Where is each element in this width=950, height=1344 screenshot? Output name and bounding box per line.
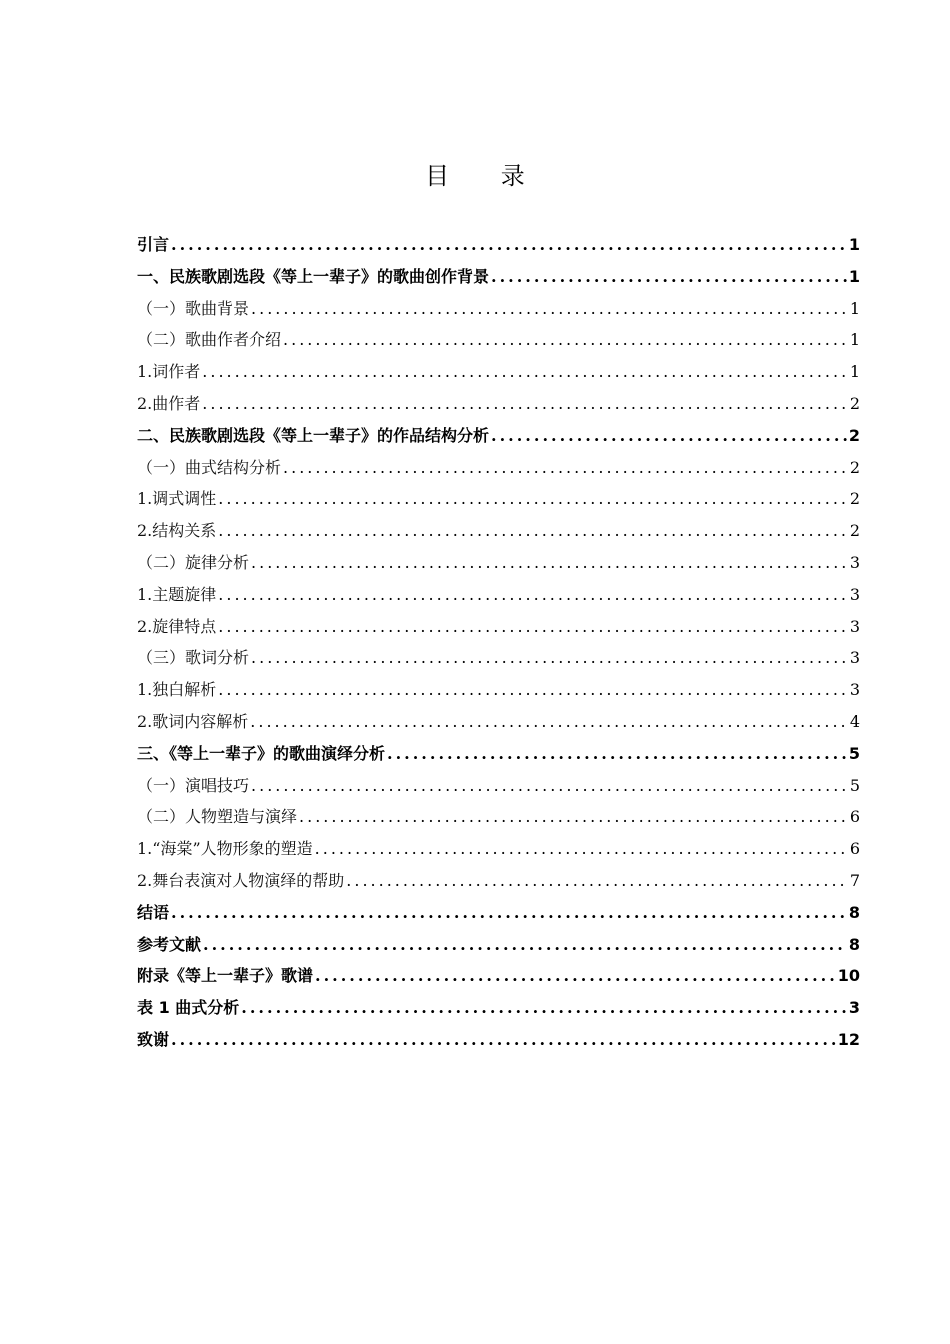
table-of-contents — [137, 232, 860, 1059]
toc-entry[interactable] — [137, 455, 860, 487]
toc-entry[interactable] — [137, 327, 860, 359]
toc-entry[interactable] — [137, 264, 860, 296]
toc-entry[interactable] — [137, 900, 860, 932]
toc-entry-label: （二）人物塑造与演绎 — [137, 807, 298, 827]
toc-entry-label: 二、民族歌剧选段《等上一辈子》的作品结构分析 — [137, 425, 490, 445]
toc-entry-label: 2.曲作者 — [137, 393, 201, 413]
toc-dot-leader — [202, 394, 848, 413]
toc-entry-label: （二）歌曲作者介绍 — [137, 330, 282, 350]
toc-dot-leader — [218, 489, 848, 508]
toc-entry-page-number: 3 — [849, 552, 860, 572]
toc-entry[interactable] — [137, 614, 860, 646]
toc-dot-leader — [171, 1030, 836, 1049]
toc-entry-label: （一）演唱技巧 — [137, 775, 250, 795]
toc-entry-label: 三、《等上一辈子》的歌曲演绎分析 — [137, 743, 386, 763]
toc-entry-page-number: 2 — [849, 393, 860, 413]
toc-entry[interactable] — [137, 741, 860, 773]
toc-dot-leader — [251, 776, 848, 795]
toc-entry-page-number: 1 — [849, 362, 860, 382]
toc-entry[interactable] — [137, 423, 860, 455]
toc-entry[interactable] — [137, 550, 860, 582]
toc-entry-label: 致谢 — [137, 1029, 170, 1049]
toc-entry[interactable] — [137, 1027, 860, 1059]
toc-entry-page-number: 8 — [848, 934, 860, 954]
toc-entry-label: 表 1 曲式分析 — [137, 998, 240, 1018]
toc-entry-page-number: 4 — [849, 711, 860, 731]
toc-dot-leader — [315, 839, 848, 858]
toc-entry[interactable] — [137, 773, 860, 805]
toc-entry-label: 1.调式调性 — [137, 489, 217, 509]
toc-entry-label: 参考文献 — [137, 934, 202, 954]
toc-entry-label: 2.旋律特点 — [137, 616, 217, 636]
toc-entry-label: 1.独白解析 — [137, 680, 217, 700]
toc-entry[interactable] — [137, 391, 860, 423]
toc-dot-leader — [218, 680, 848, 699]
toc-dot-leader — [203, 935, 847, 954]
toc-entry[interactable] — [137, 804, 860, 836]
toc-entry[interactable] — [137, 232, 860, 264]
toc-entry[interactable] — [137, 709, 860, 741]
toc-entry-page-number: 3 — [849, 584, 860, 604]
toc-entry[interactable] — [137, 486, 860, 518]
toc-entry[interactable] — [137, 645, 860, 677]
toc-dot-leader — [218, 617, 848, 636]
toc-entry-page-number: 5 — [848, 743, 860, 763]
toc-entry[interactable] — [137, 836, 860, 868]
toc-entry[interactable] — [137, 995, 860, 1027]
toc-entry-page-number: 3 — [849, 648, 860, 668]
toc-entry-label: 1.“海棠”人物形象的塑造 — [137, 839, 313, 859]
toc-dot-leader — [491, 267, 847, 286]
toc-entry-label: 引言 — [137, 235, 170, 254]
toc-dot-leader — [202, 362, 848, 381]
toc-dot-leader — [299, 807, 848, 826]
toc-dot-leader — [283, 330, 848, 349]
toc-entry[interactable] — [137, 296, 860, 328]
toc-entry-page-number: 7 — [849, 870, 860, 890]
toc-dot-leader — [241, 998, 847, 1017]
toc-dot-leader — [218, 585, 848, 604]
toc-entry[interactable] — [137, 932, 860, 964]
toc-entry-page-number: 3 — [849, 616, 860, 636]
toc-dot-leader — [315, 966, 836, 985]
toc-dot-leader — [171, 235, 847, 254]
toc-entry-label: 2.舞台表演对人物演绎的帮助 — [137, 870, 345, 890]
toc-entry-page-number: 1 — [849, 298, 860, 318]
toc-dot-leader — [171, 903, 847, 922]
toc-entry-page-number: 6 — [849, 839, 860, 859]
toc-entry-page-number: 5 — [849, 775, 860, 795]
toc-entry-label: 1.主题旋律 — [137, 584, 217, 604]
toc-entry-label: （二）旋律分析 — [137, 552, 250, 572]
toc-entry[interactable] — [137, 518, 860, 550]
toc-entry[interactable] — [137, 963, 860, 995]
toc-entry-page-number: 2 — [849, 489, 860, 509]
toc-entry-page-number: 6 — [849, 807, 860, 827]
toc-entry-label: （一）曲式结构分析 — [137, 457, 282, 477]
toc-entry-page-number: 2 — [848, 425, 860, 445]
toc-entry-page-number: 2 — [849, 521, 860, 541]
toc-dot-leader — [283, 458, 848, 477]
toc-entry-label: （三）歌词分析 — [137, 648, 250, 668]
toc-entry-page-number: 1 — [848, 266, 860, 286]
toc-entry-page-number: 1 — [849, 330, 860, 350]
toc-dot-leader — [387, 744, 847, 763]
toc-entry-label: 2.结构关系 — [137, 521, 217, 541]
toc-entry-label: 附录《等上一辈子》歌谱 — [137, 966, 314, 986]
toc-entry-page-number: 12 — [837, 1029, 860, 1049]
toc-dot-leader — [491, 426, 847, 445]
page-title: 目 录 — [425, 162, 547, 190]
toc-entry[interactable] — [137, 582, 860, 614]
toc-entry-page-number: 3 — [848, 998, 860, 1018]
toc-entry-label: 一、民族歌剧选段《等上一辈子》的歌曲创作背景 — [137, 266, 490, 286]
toc-entry-page-number: 1 — [848, 235, 860, 254]
toc-entry-label: 1.词作者 — [137, 362, 201, 382]
toc-dot-leader — [251, 553, 848, 572]
toc-dot-leader — [346, 871, 848, 890]
toc-dot-leader — [250, 712, 848, 731]
toc-entry[interactable] — [137, 359, 860, 391]
toc-entry-page-number: 10 — [837, 966, 860, 986]
toc-entry[interactable] — [137, 868, 860, 900]
toc-dot-leader — [251, 299, 848, 318]
toc-entry-label: 结语 — [137, 902, 170, 922]
toc-entry[interactable] — [137, 677, 860, 709]
toc-dot-leader — [218, 521, 848, 540]
toc-entry-page-number: 3 — [849, 680, 860, 700]
toc-entry-label: （一）歌曲背景 — [137, 298, 250, 318]
toc-entry-page-number: 2 — [849, 457, 860, 477]
toc-entry-page-number: 8 — [848, 902, 860, 922]
toc-dot-leader — [251, 648, 848, 667]
toc-entry-label: 2.歌词内容解析 — [137, 711, 249, 731]
